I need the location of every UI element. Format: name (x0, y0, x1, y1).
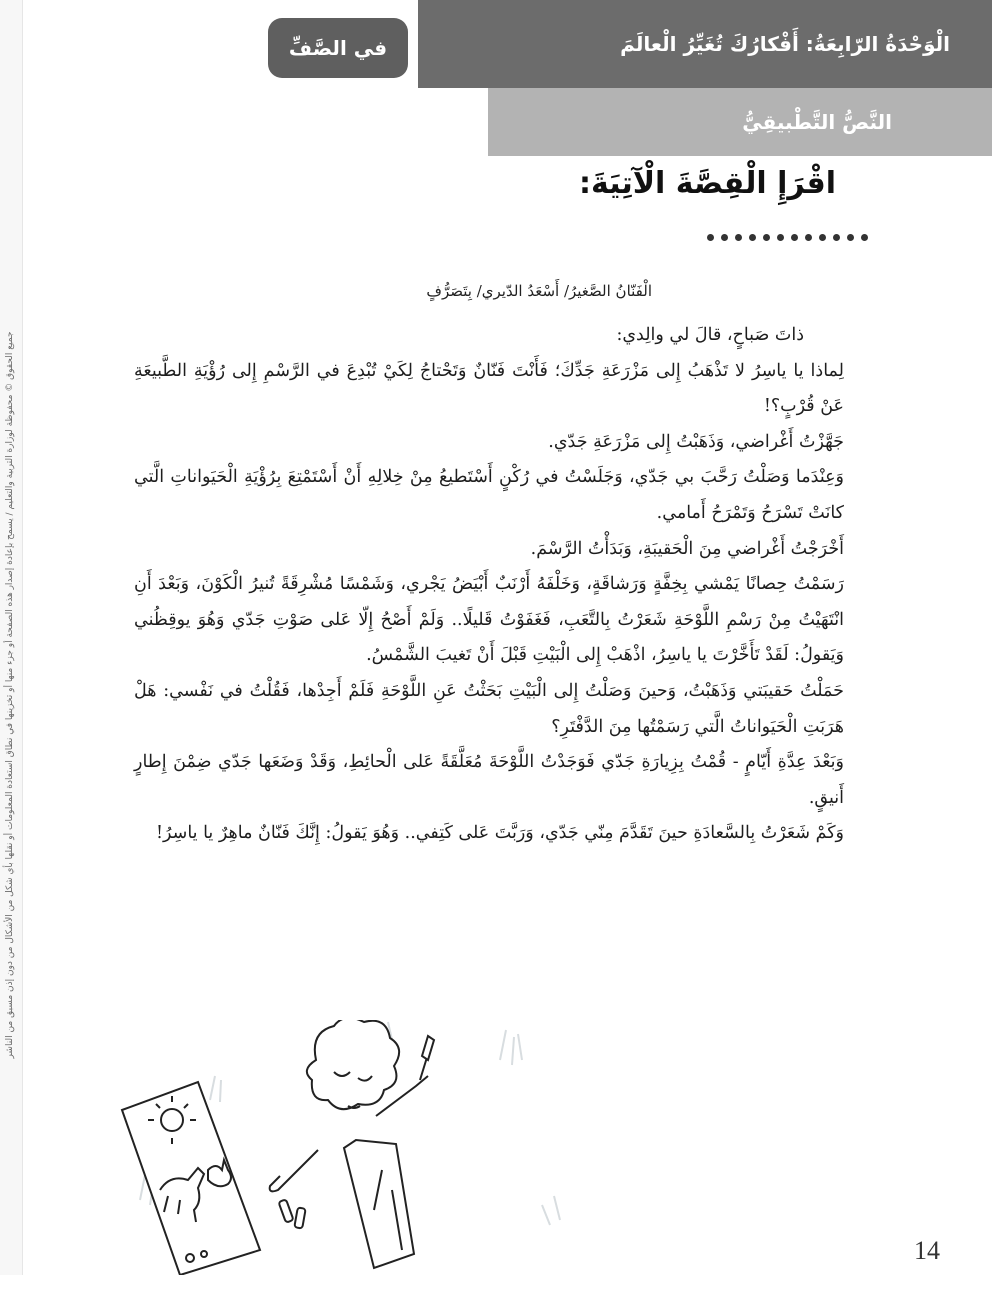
story-title: الْفَنّانُ الصَّغيرُ/ أَسْعَدُ الدّيري/ بِتَصَرُّفٍ (426, 282, 652, 300)
story-paragraph: وَبَعْدَ عِدَّةِ أَيّامٍ - قُمْتُ بِزِيارَةِ جَدّي فَوَجَدْتُ اللَّوْحَةَ مُعَلَّقَةً عَلى الْحائِطِ، وَقَدْ وَضَعَها جَدّي ضِمْنَ إِطارٍ أَنيقٍ. (134, 752, 844, 808)
story-paragraph: لِماذا يا ياسِرُ لا تَذْهَبُ إِلى مَزْرَعَةِ جَدِّكَ؛ فَأَنْتَ فَنّانٌ وَتَحْتاجُ لِكَيْ تُبْدِعَ في الرَّسْمِ إِلى رُؤْيَةِ الطَّبيعَةِ عَنْ قُرْبٍ؟! (134, 360, 844, 417)
reading-instruction: اقْرَإِ الْقِصَّةَ الْآتِيَةَ: (579, 166, 836, 201)
copyright-notice: جميع الحقوق © محفوظة لوزارة التربية والتعليم / يسمح بإعادة إصدار هذه الصفحة أو جزء منها أو تخزينها في نطاق استعادة المعلومات أو نقلها بأي شكل من الأشكال من دون إذن مسبق من الناشر (5, 331, 15, 1059)
page-number: 14 (914, 1236, 940, 1265)
story-paragraph: ذاتَ صَباحٍ، قالَ لي والِدي: (616, 325, 804, 345)
boy-painting-illustration (120, 1020, 580, 1275)
dotted-divider (707, 234, 868, 241)
unit-title: الْوَحْدَةُ الرّابِعَةُ: أَفْكارُكَ تُغَيِّرُ الْعالَمَ (418, 0, 992, 88)
page-binding-strip (0, 0, 23, 1275)
story-paragraph: جَهَّزْتُ أَغْراضي، وَذَهَبْتُ إِلى مَزْرَعَةِ جَدّي. (548, 431, 844, 452)
boy-figure (270, 1020, 434, 1268)
story-paragraph: حَمَلْتُ حَقيبَتي وَذَهَبْتُ، وَحينَ وَصَلْتُ إِلى الْبَيْتِ بَحَثْتُ عَنِ اللَّوْحَةِ فَلَمْ أَجِدْها، فَقُلْتُ في نَفْسي: هَلْ هَرَبَتِ الْحَيَواناتُ الَّتي رَسَمْتُها مِنَ الدَّفْتَرِ؟ (134, 680, 844, 737)
story-paragraph: وَعِنْدَما وَصَلْتُ رَحَّبَ بي جَدّي، وَجَلَسْتُ في رُكْنٍ أَسْتَطيعُ مِنْ خِلالِهِ أَنْ أَسْتَمْتِعَ بِرُؤْيَةِ الْحَيَواناتِ الَّتي كانَتْ تَسْرَحُ وَتَمْرَحُ أَمامي. (134, 467, 844, 523)
story-paragraph: أَخْرَجْتُ أَغْراضي مِنَ الْحَقيبَةِ، وَبَدَأْتُ الرَّسْمَ. (530, 538, 844, 559)
section-title: النَّصُّ التَّطْبيقِيُّ (488, 88, 992, 156)
story-paragraph: وَكَمْ شَعَرْتُ بِالسَّعادَةِ حينَ تَقَدَّمَ مِنّي جَدّي، وَرَبَّتَ عَلى كَتِفي.. وَهُوَ يَقولُ: إِنَّكَ فَنّانٌ ماهِرٌ يا ياسِرُ! (155, 823, 844, 844)
story-body (134, 318, 844, 852)
class-tab: في الصَّفِّ (268, 18, 408, 78)
story-paragraph: رَسَمْتُ حِصانًا يَمْشي بِخِفَّةٍ وَرَشاقَةٍ، وَخَلْفَهُ أَرْنَبٌ أَبْيَضُ يَجْري، وَشَمْسًا مُشْرِقَةً تُنيرُ الْكَوْنَ، وَبَعْدَ أَنِ انْتَهَيْتُ مِنْ رَسْمِ اللَّوْحَةِ شَعَرْتُ بِالتَّعَبِ، فَغَفَوْتُ قَليلًا.. وَلَمْ أَصْحُ إِلّا عَلى صَوْتِ جَدّي وَهُوَ يوقِظُني وَيَقولُ: لَقَدْ تَأَخَّرْتَ يا ياسِرُ، اذْهَبْ إِلى الْبَيْتِ قَبْلَ أَنْ تَغيبَ الشَّمْسُ. (134, 574, 844, 666)
sketchbook-drawing (122, 1082, 260, 1275)
